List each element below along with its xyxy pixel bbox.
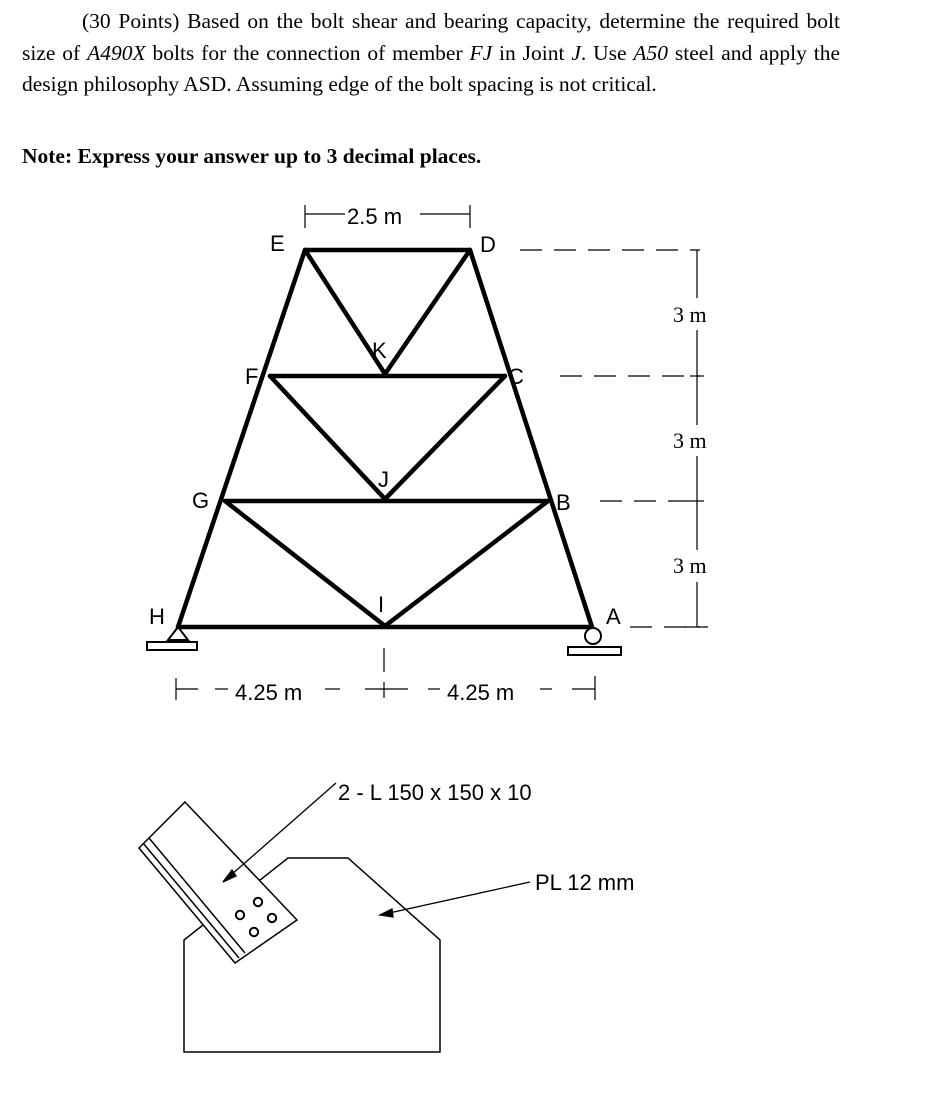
node-label-E: E xyxy=(270,231,285,256)
member-DK xyxy=(385,250,470,374)
member-left-chord xyxy=(178,250,305,627)
steel-grade: A50 xyxy=(633,40,669,65)
member-BI xyxy=(385,501,548,626)
node-label-D: D xyxy=(480,232,496,257)
dim-bottom-right: 4.25 m xyxy=(447,680,515,705)
node-label-J: J xyxy=(378,467,389,492)
dim-top-width: 2.5 m xyxy=(347,204,403,229)
truss-members xyxy=(178,250,592,627)
member-FJ xyxy=(270,376,385,499)
node-label-I: I xyxy=(378,592,385,617)
dim-panel-2: 3 m xyxy=(673,428,707,453)
dim-bottom-left: 4.25 m xyxy=(235,680,303,705)
answer-note: Note: Express your answer up to 3 decimal places. xyxy=(22,144,482,168)
angle-label: 2 - L 150 x 150 x 10 xyxy=(338,780,532,805)
member-GI xyxy=(225,501,385,626)
plate-label: PL 12 mm xyxy=(535,870,635,895)
dim-panel-3: 3 m xyxy=(673,553,707,578)
member-CJ xyxy=(385,376,505,499)
support-pin-H xyxy=(147,627,197,650)
node-label-A: A xyxy=(606,604,621,629)
member-name: FJ xyxy=(469,40,493,65)
node-label-F: F xyxy=(245,364,259,389)
bolt-grade: A490X xyxy=(87,40,146,65)
joint-name: J xyxy=(571,40,581,65)
support-roller-A xyxy=(568,628,621,655)
member-right-chord xyxy=(470,250,592,627)
node-label-B: B xyxy=(556,490,571,515)
problem-statement: (30 Points) Based on the bolt shear and bearing capacity, determine the required bolt size of A490X bolts for the connection of member FJ in Joint J. Use A50 steel and apply the design philosophy ASD. Assuming edge of the bolt spacing is not critical. xyxy=(22,9,840,96)
node-label-C: C xyxy=(508,364,524,389)
dim-panel-1: 3 m xyxy=(673,302,707,327)
node-label-H: H xyxy=(149,604,165,629)
node-label-K: K xyxy=(372,338,387,363)
node-label-G: G xyxy=(192,488,210,513)
